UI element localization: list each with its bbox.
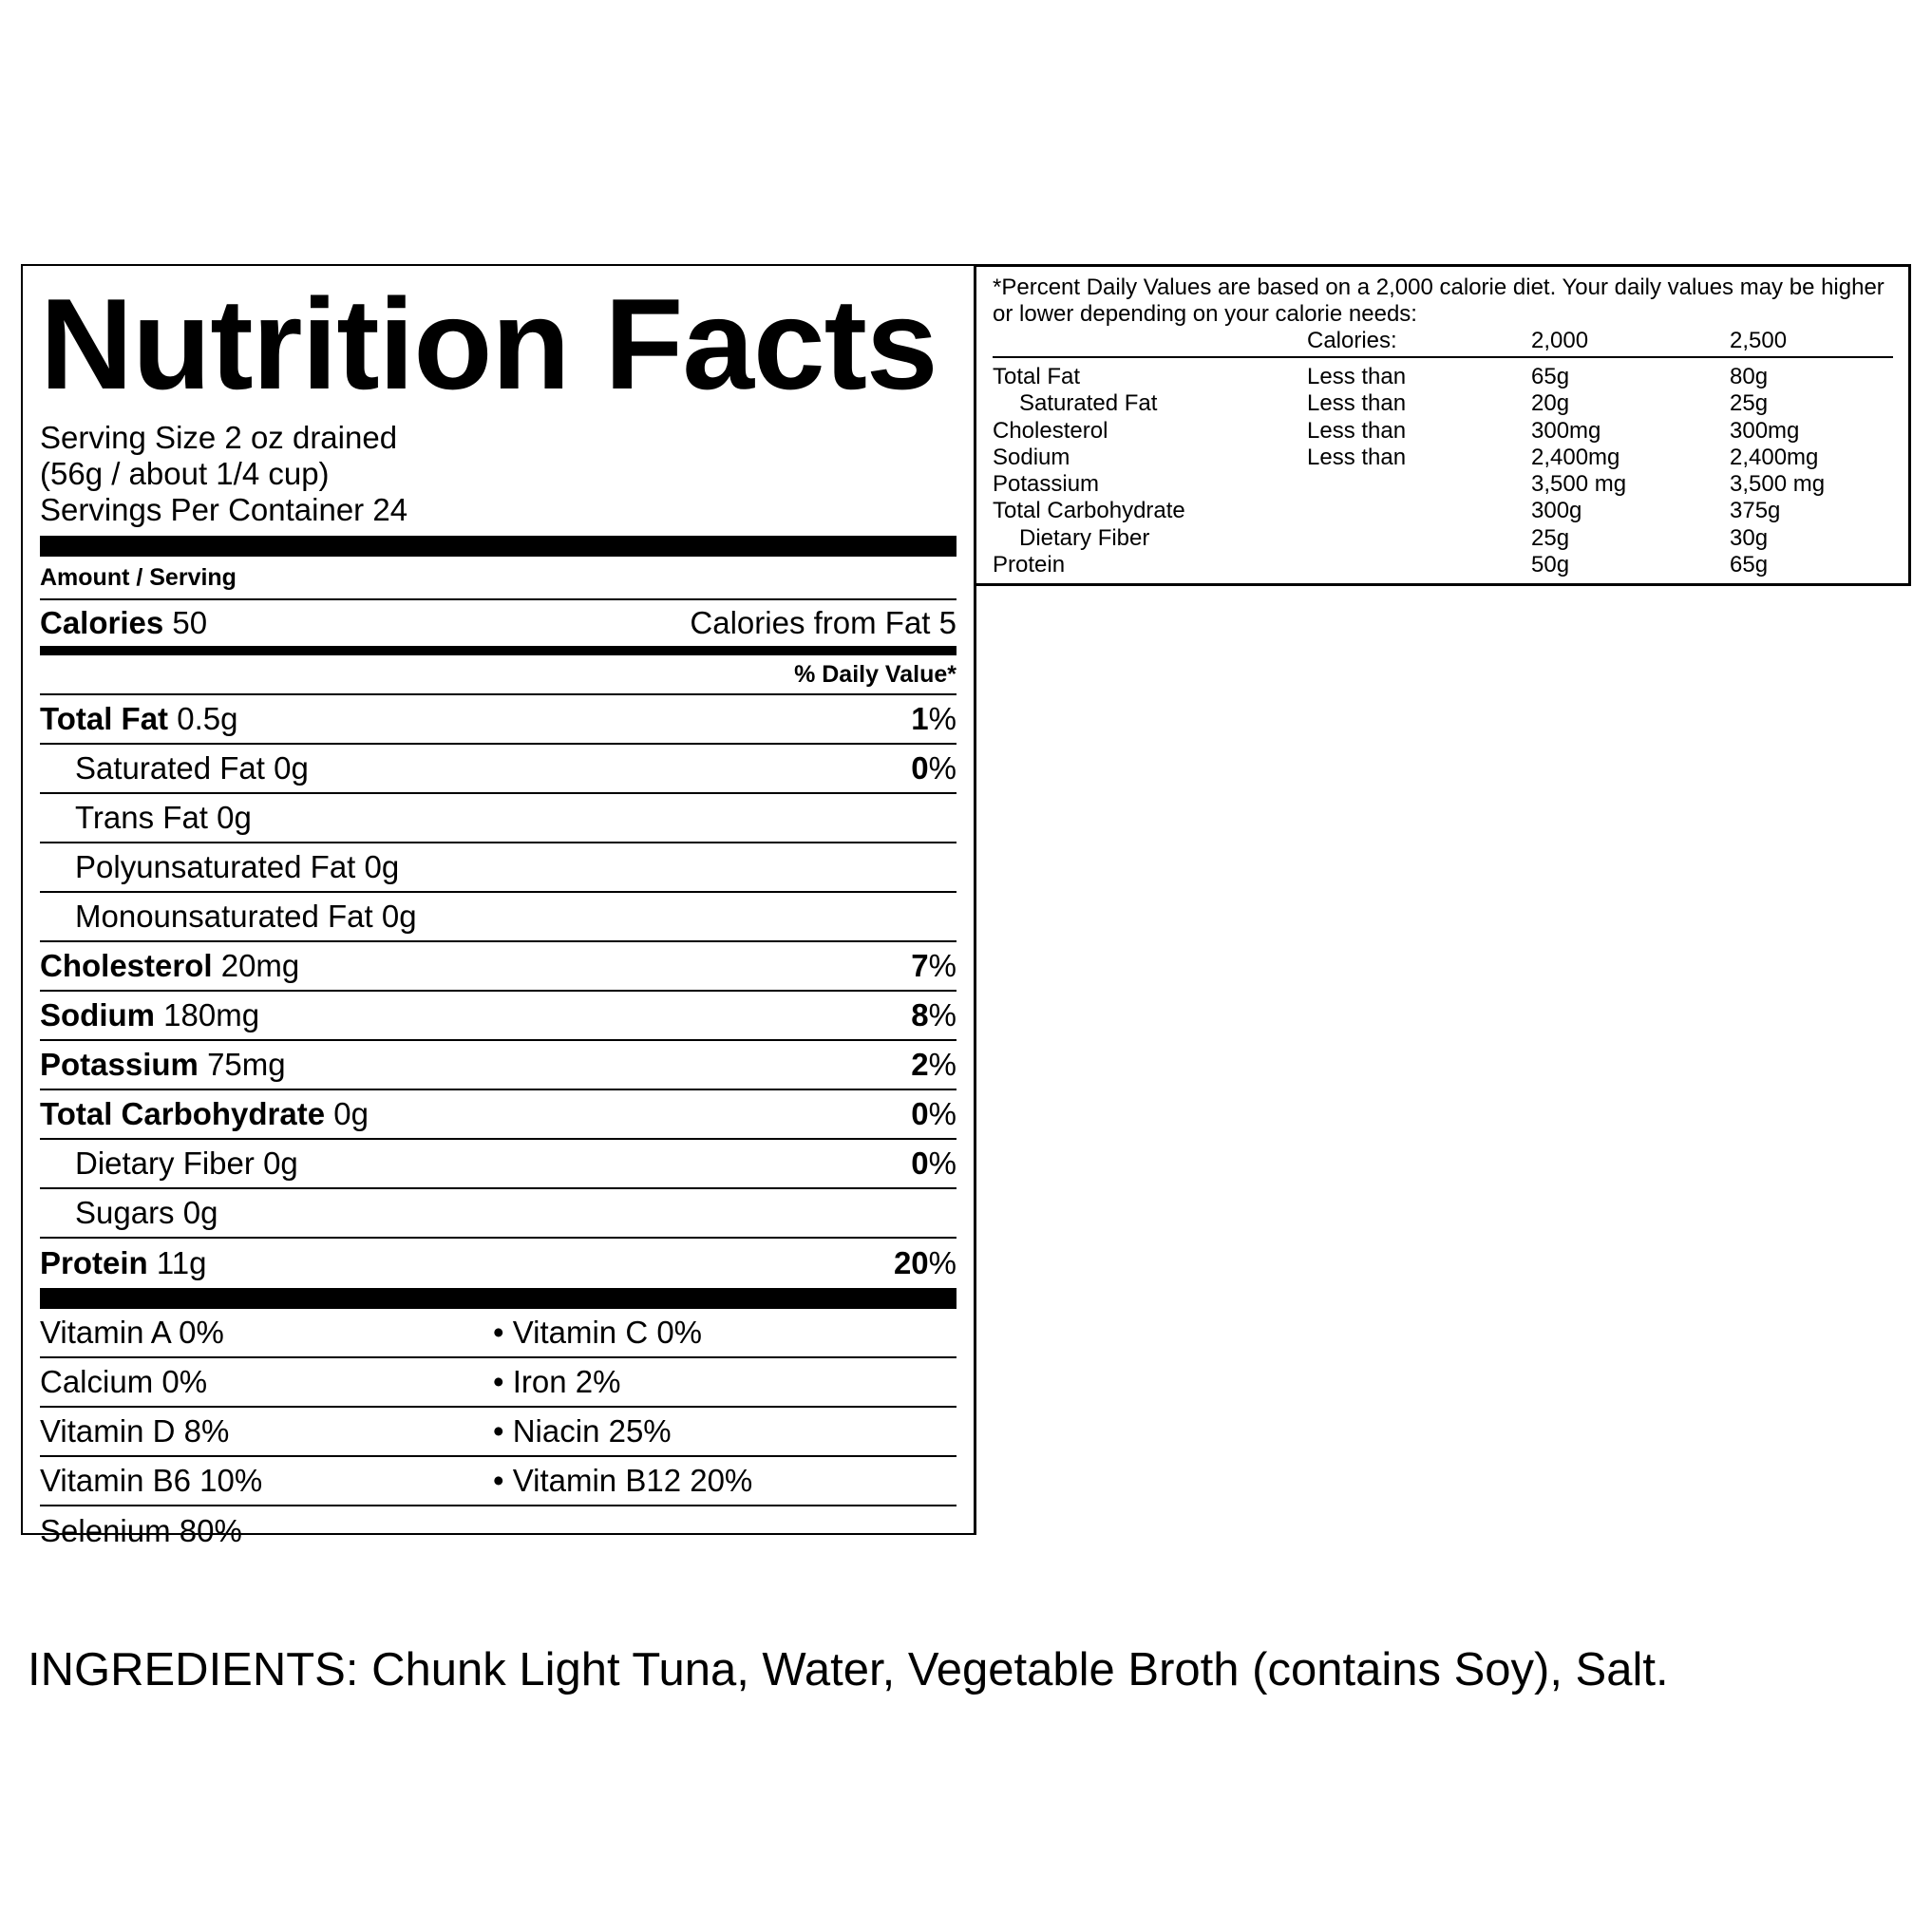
footnote-rows — [993, 364, 1893, 578]
pct-sign: % — [928, 1245, 957, 1280]
nutrient-amount: 0g — [364, 849, 400, 884]
footnote-2500-value: 30g — [1730, 524, 1769, 551]
vitamin-right: • Niacin 25% — [493, 1413, 672, 1449]
footnote-row — [993, 445, 1893, 471]
footnote-2000-value: 50g — [1531, 552, 1570, 578]
nutrient-amount: 0g — [381, 899, 417, 934]
footnote-2500-value: 25g — [1730, 390, 1769, 417]
vitamin-right: • Vitamin B12 20% — [493, 1463, 753, 1498]
footnote-qualifier: Less than — [1307, 444, 1407, 470]
nutrient-pct: 0 — [911, 750, 929, 786]
nutrient-amount: 0g — [333, 1096, 369, 1131]
nutrient-name: Cholesterol — [40, 948, 213, 983]
nutrient-row-polyunsaturated-fat — [40, 843, 957, 893]
nutrient-name: Sodium — [40, 997, 155, 1032]
vitamin-list — [40, 1309, 957, 1556]
footnote-2000-value: 65g — [1531, 364, 1570, 389]
pct-sign: % — [928, 1146, 957, 1181]
footnote-2500-value: 3,500 mg — [1730, 471, 1826, 498]
vitamin-right: • Vitamin C 0% — [493, 1315, 703, 1350]
servings-per-container: Servings Per Container 24 — [40, 492, 408, 527]
footnote-nutrient: Cholesterol — [993, 417, 1108, 444]
footnote-2000-value: 300mg — [1531, 417, 1601, 444]
nutrient-amount: 0g — [274, 750, 309, 786]
footnote-row — [993, 525, 1893, 552]
vitamin-left: Vitamin A 0% — [40, 1315, 224, 1350]
footnote-2500-value: 2,400mg — [1730, 444, 1819, 470]
nutrient-amount: 11g — [156, 1245, 207, 1280]
footnote-header-calories: Calories: — [1307, 328, 1397, 353]
footnote-2000-value: 25g — [1531, 524, 1570, 551]
nutrient-pct: 1 — [911, 701, 929, 736]
footnote-row — [993, 364, 1893, 390]
footnote-row — [993, 471, 1893, 498]
vitamin-row — [40, 1506, 957, 1556]
vitamin-left: Selenium 80% — [40, 1513, 242, 1548]
footnote-2000-value: 2,400mg — [1531, 444, 1620, 470]
footnote-qualifier: Less than — [1307, 417, 1407, 444]
calories — [40, 605, 207, 641]
footnote-nutrient: Total Fat — [993, 364, 1081, 389]
nutrient-name: Protein — [40, 1245, 148, 1280]
nutrient-amount: 0g — [182, 1195, 218, 1230]
serving-size-detail: (56g / about 1/4 cup) — [40, 456, 330, 491]
footnote-nutrient: Sodium — [993, 444, 1070, 470]
nutrient-name: Potassium — [40, 1047, 199, 1082]
vitamin-row — [40, 1309, 957, 1358]
footnote-nutrient: Saturated Fat — [1019, 390, 1158, 417]
nutrient-name: Saturated Fat — [75, 750, 265, 786]
nutrient-name: Polyunsaturated Fat — [75, 849, 356, 884]
ingredients-text: INGREDIENTS: Chunk Light Tuna, Water, Vegetable Broth (contains Soy), Salt. — [28, 1644, 1669, 1695]
footnote-2500-value: 80g — [1730, 364, 1769, 389]
nutrient-row-dietary-fiber — [40, 1140, 957, 1189]
pct-sign: % — [928, 750, 957, 786]
nutrient-amount: 0.5g — [177, 701, 238, 736]
footnote-header-2000: 2,000 — [1531, 328, 1589, 353]
nutrient-pct: 7 — [911, 948, 929, 983]
nutrient-row-total-fat — [40, 695, 957, 745]
label-title: Nutrition Facts — [40, 272, 938, 416]
footnote-nutrient: Dietary Fiber — [1019, 524, 1150, 551]
nutrient-name: Monounsaturated Fat — [75, 899, 373, 934]
nutrient-name: Total Carbohydrate — [40, 1096, 326, 1131]
medium-divider — [40, 646, 957, 655]
pct-sign: % — [928, 948, 957, 983]
nutrient-amount: 0g — [263, 1146, 298, 1181]
footnote-2000-value: 3,500 mg — [1531, 471, 1627, 498]
footnote-2000-value: 300g — [1531, 498, 1582, 524]
serving-info — [40, 420, 957, 528]
footnote-row — [993, 390, 1893, 417]
footnote-2500-value: 65g — [1730, 552, 1769, 578]
vitamin-row — [40, 1408, 957, 1457]
pct-sign: % — [928, 997, 957, 1032]
nutrient-row-cholesterol — [40, 942, 957, 992]
footnote-row — [993, 418, 1893, 445]
footnote-text: *Percent Daily Values are based on a 2,000 calorie diet. Your daily values may be higher or lower depending on your calorie needs: — [993, 275, 1885, 327]
nutrient-row-saturated-fat — [40, 745, 957, 794]
calories-label: Calories — [40, 605, 164, 640]
nutrient-row-sugars — [40, 1189, 957, 1239]
thick-divider — [40, 536, 957, 557]
nutrient-pct: 0 — [911, 1146, 929, 1181]
pct-sign: % — [928, 1096, 957, 1131]
daily-values-footnote — [976, 264, 1911, 586]
footnote-nutrient: Protein — [993, 552, 1066, 578]
nutrient-name: Dietary Fiber — [75, 1146, 255, 1181]
footnote-qualifier: Less than — [1307, 390, 1407, 417]
footnote-row — [993, 552, 1893, 578]
footnote-2000-value: 20g — [1531, 390, 1570, 417]
nutrient-name: Total Fat — [40, 701, 169, 736]
serving-size: Serving Size 2 oz drained — [40, 420, 398, 455]
pct-sign: % — [928, 701, 957, 736]
nutrient-row-sodium — [40, 992, 957, 1041]
vitamin-row — [40, 1457, 957, 1506]
nutrient-name: Sugars — [75, 1195, 175, 1230]
nutrient-pct: 0 — [911, 1096, 929, 1131]
nutrient-row-protein — [40, 1239, 957, 1288]
amount-per-serving: Amount / Serving — [40, 557, 957, 600]
daily-value-header: % Daily Value* — [40, 655, 957, 695]
footnote-header — [993, 328, 1893, 358]
nutrient-pct: 2 — [911, 1047, 929, 1082]
footnote-2500-value: 300mg — [1730, 417, 1800, 444]
footnote-qualifier: Less than — [1307, 364, 1407, 389]
nutrient-name: Trans Fat — [75, 800, 208, 835]
pct-sign: % — [928, 1047, 957, 1082]
nutrient-row-trans-fat — [40, 794, 957, 843]
calories-value: 50 — [172, 605, 208, 640]
vitamin-left: Vitamin D 8% — [40, 1413, 230, 1449]
nutrient-row-potassium — [40, 1041, 957, 1090]
nutrient-amount: 180mg — [163, 997, 260, 1032]
nutrient-amount: 75mg — [207, 1047, 286, 1082]
nutrient-row-total-carbohydrate — [40, 1090, 957, 1140]
footnote-header-2500: 2,500 — [1730, 328, 1788, 353]
calories-from-fat: Calories from Fat 5 — [690, 605, 957, 640]
nutrition-facts-label — [21, 264, 976, 1548]
thick-divider — [40, 1288, 957, 1309]
nutrient-pct: 20 — [893, 1245, 929, 1280]
calories-row — [40, 600, 957, 646]
nutrient-amount: 20mg — [220, 948, 300, 983]
nutrient-row-monounsaturated-fat — [40, 893, 957, 942]
vitamin-left: Vitamin B6 10% — [40, 1463, 263, 1498]
footnote-row — [993, 498, 1893, 524]
nutrient-list — [40, 695, 957, 1288]
nutrient-pct: 8 — [911, 997, 929, 1032]
nutrient-amount: 0g — [217, 800, 252, 835]
footnote-nutrient: Potassium — [993, 471, 1100, 498]
vitamin-right: • Iron 2% — [493, 1364, 621, 1399]
footnote-nutrient: Total Carbohydrate — [993, 498, 1185, 524]
footnote-2500-value: 375g — [1730, 498, 1781, 524]
vitamin-row — [40, 1358, 957, 1408]
vitamin-left: Calcium 0% — [40, 1364, 208, 1399]
